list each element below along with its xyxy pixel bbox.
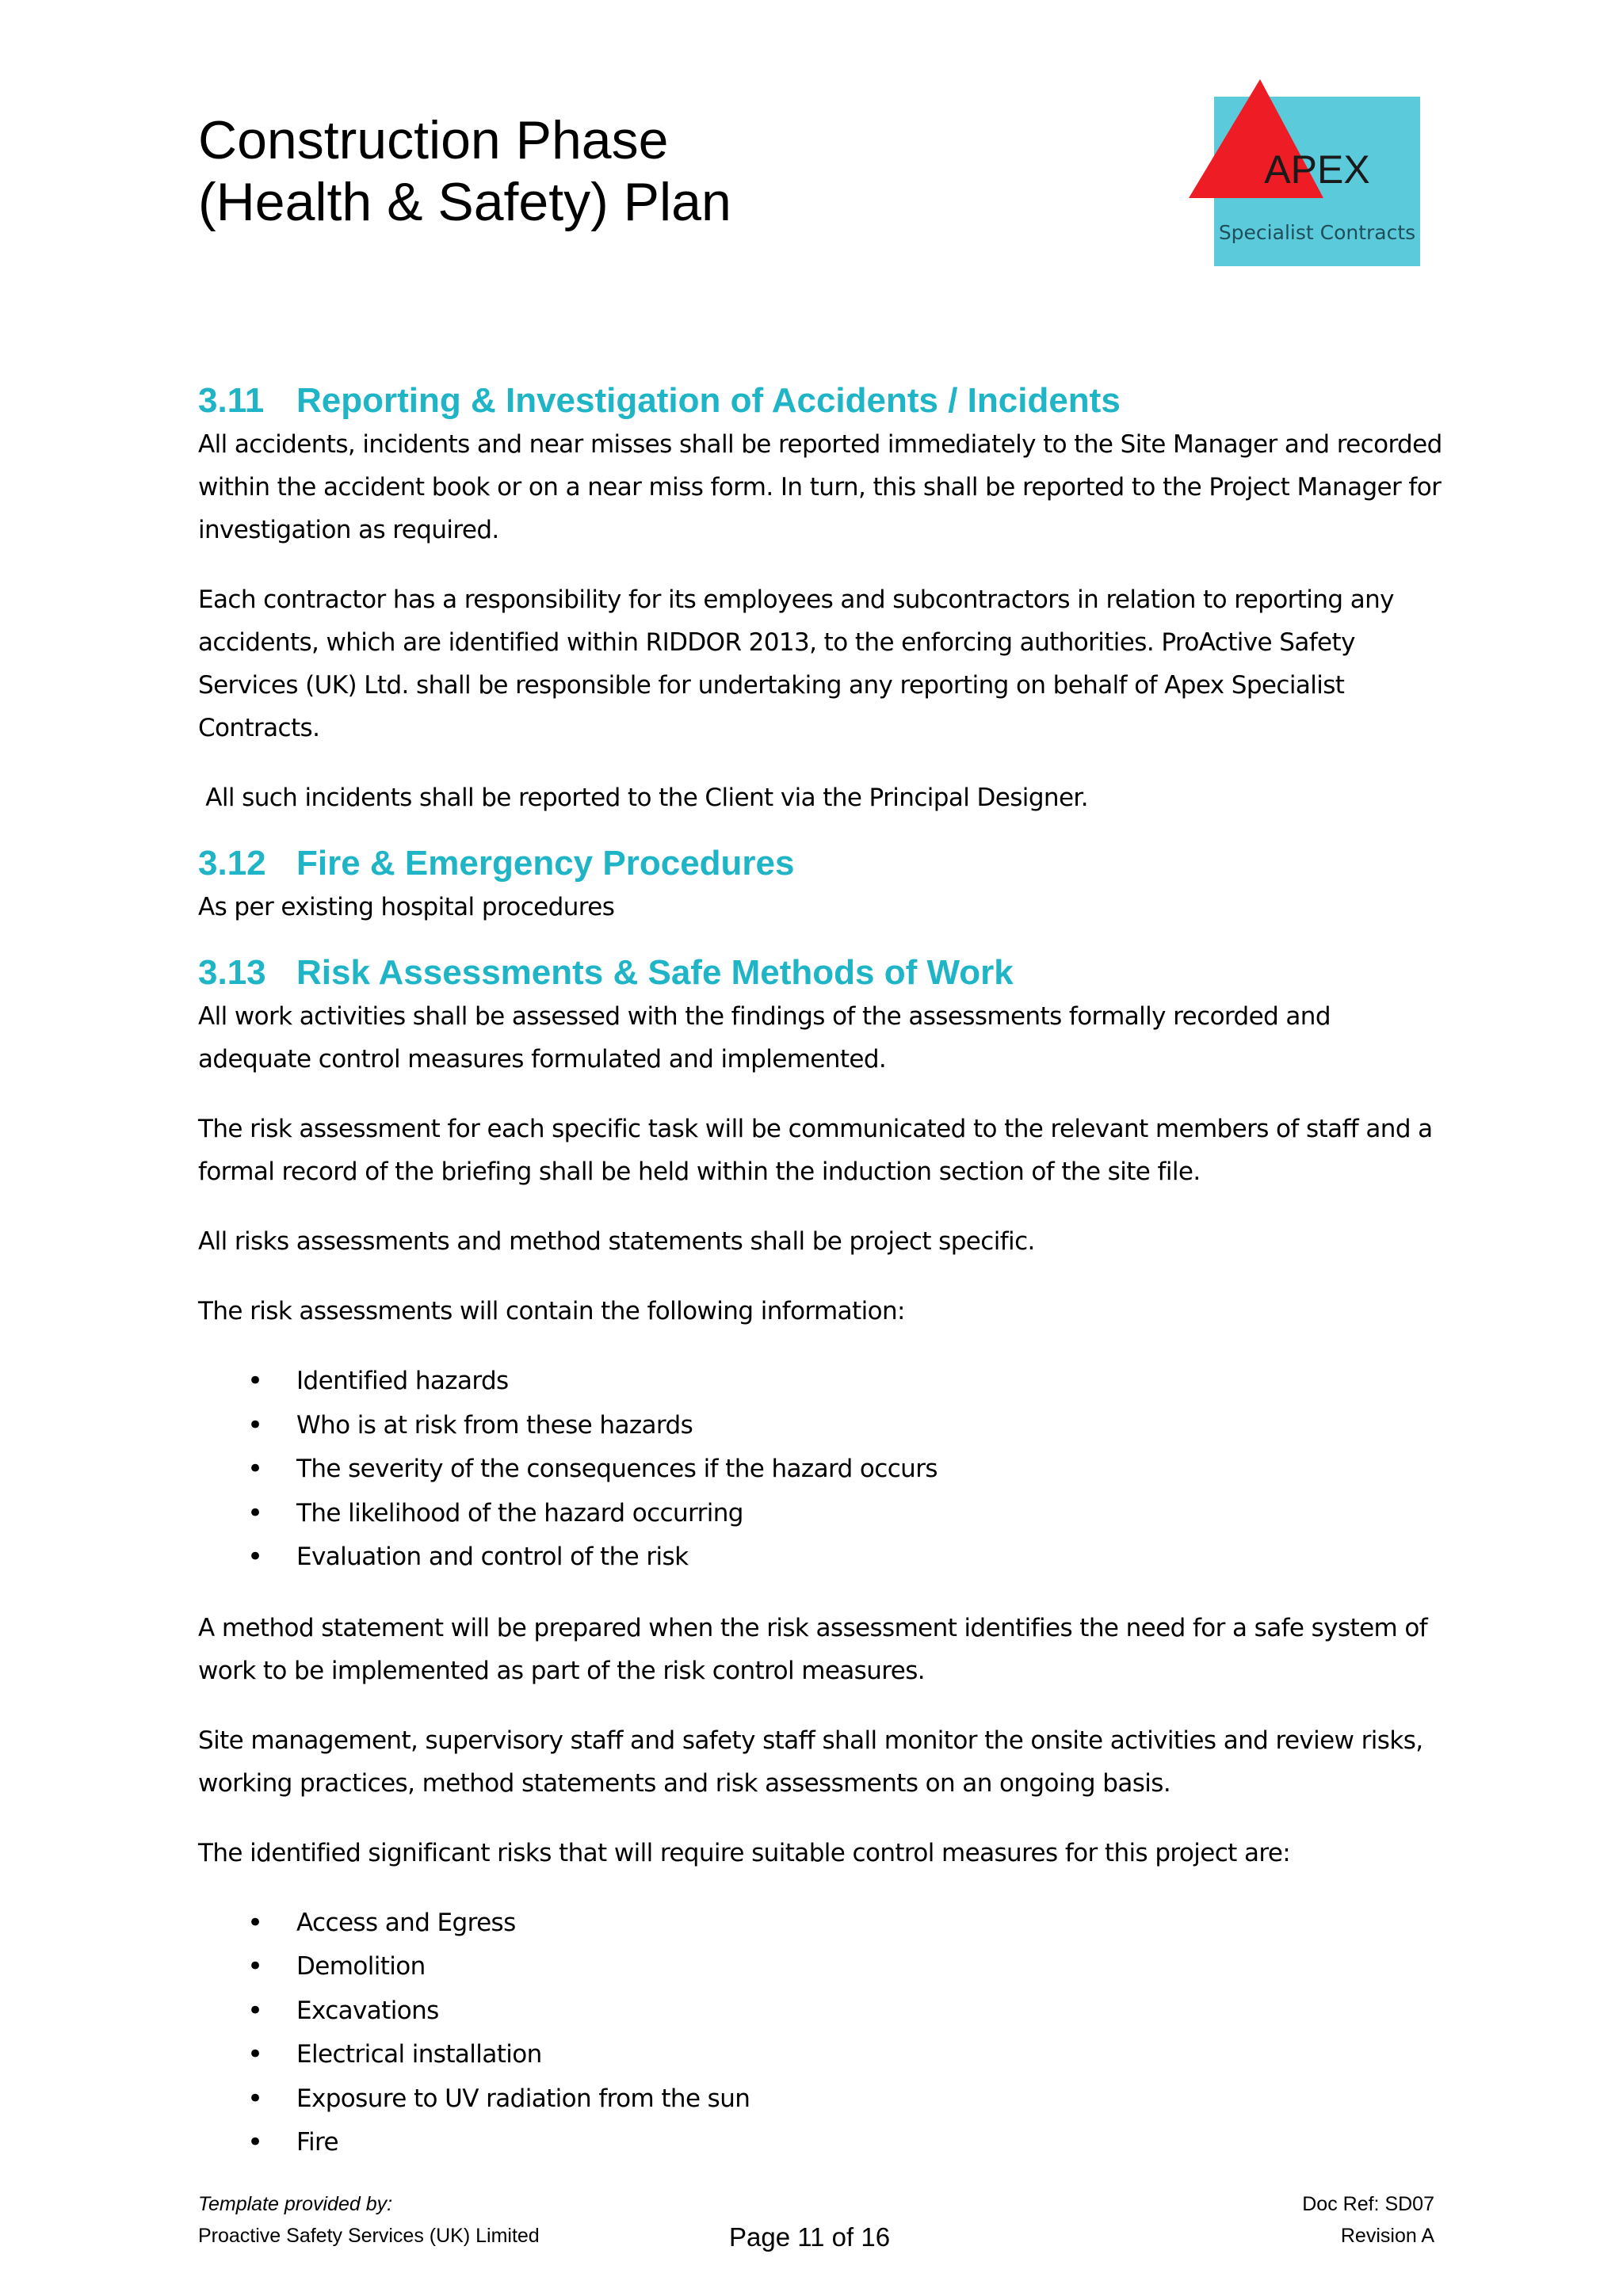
paragraph: Site management, supervisory staff and safety staff shall monitor the onsite activities and review risks, working practices, method statements and risk assessments on an ongoing basis.	[198, 1726, 1423, 1798]
section-heading-3-13: 3.13 Risk Assessments & Safe Methods of Work	[198, 953, 1014, 992]
paragraph: All such incidents shall be reported to the Client via the Principal Designer.	[198, 784, 1088, 812]
list-item: • Who is at risk from these hazards	[198, 1404, 1450, 1448]
list-item: • Exposure to UV radiation from the sun	[198, 2077, 1450, 2122]
list-item: • Evaluation and control of the risk	[198, 1535, 1450, 1580]
footer-template-label: Template provided by:	[198, 2193, 393, 2215]
footer-company: Proactive Safety Services (UK) Limited	[198, 2225, 540, 2247]
list-item: • Access and Egress	[198, 1901, 1450, 1946]
list-item: • Electrical installation	[198, 2033, 1450, 2077]
revision: Revision A	[1340, 2225, 1434, 2247]
section-heading-3-12: 3.12 Fire & Emergency Procedures	[198, 844, 795, 883]
list-item: • Fire	[198, 2121, 1450, 2165]
document-title-line-1: Construction Phase	[198, 110, 669, 170]
list-item: • The severity of the consequences if the hazard occurs	[198, 1447, 1450, 1492]
doc-ref: Doc Ref: SD07	[1302, 2193, 1434, 2215]
section-heading-3-11: 3.11 Reporting & Investigation of Accidents / Incidents	[198, 381, 1121, 420]
footer-right	[1302, 2188, 1434, 2252]
footer-left	[198, 2188, 540, 2252]
list-item: • Excavations	[198, 1989, 1450, 2034]
logo-text: APEX	[1264, 147, 1370, 192]
paragraph: All work activities shall be assessed with the findings of the assessments formally recorded and adequate control measures formulated and implemented.	[198, 1002, 1331, 1074]
apex-logo	[1189, 76, 1426, 266]
paragraph: As per existing hospital procedures	[198, 893, 615, 921]
risk-info-list	[198, 1360, 1450, 1580]
paragraph: A method statement will be prepared when the risk assessment identifies the need for a safe system of work to be implemented as part of the risk control measures.	[198, 1613, 1428, 1685]
list-item: • Identified hazards	[198, 1360, 1450, 1404]
list-item: • Demolition	[198, 1945, 1450, 1989]
significant-risks-list	[198, 1901, 1450, 2165]
paragraph: The risk assessments will contain the following information:	[198, 1297, 905, 1325]
paragraph: All risks assessments and method statements shall be project specific.	[198, 1227, 1035, 1256]
paragraph: The risk assessment for each specific task will be communicated to the relevant members of staff and a formal record of the briefing shall be held within the induction section of the site file.	[198, 1115, 1433, 1186]
paragraph: Each contractor has a responsibility for its employees and subcontractors in relation to reporting any accidents, which are identified within RIDDOR 2013, to the enforcing authorities. ProActive Safety Services (UK) Ltd. shall be responsible for undertaking any reporting on behalf of Apex Specialist Contracts.	[198, 585, 1394, 742]
paragraph: All accidents, incidents and near misses shall be reported immediately to the Site Manager and recorded within the accident book or on a near miss form. In turn, this shall be reported to the Project Manager for investigation as required.	[198, 430, 1442, 544]
document-content	[198, 379, 1450, 2192]
document-title	[198, 109, 731, 233]
document-title-line-2: (Health & Safety) Plan	[198, 172, 731, 232]
list-item: • The likelihood of the hazard occurring	[198, 1492, 1450, 1536]
apex-logo-graphic	[1189, 76, 1426, 266]
logo-subtitle: Specialist Contracts	[1218, 221, 1416, 244]
paragraph: The identified significant risks that will require suitable control measures for this project are:	[198, 1838, 1291, 1867]
page-number: Page 11 of 16	[729, 2222, 891, 2252]
